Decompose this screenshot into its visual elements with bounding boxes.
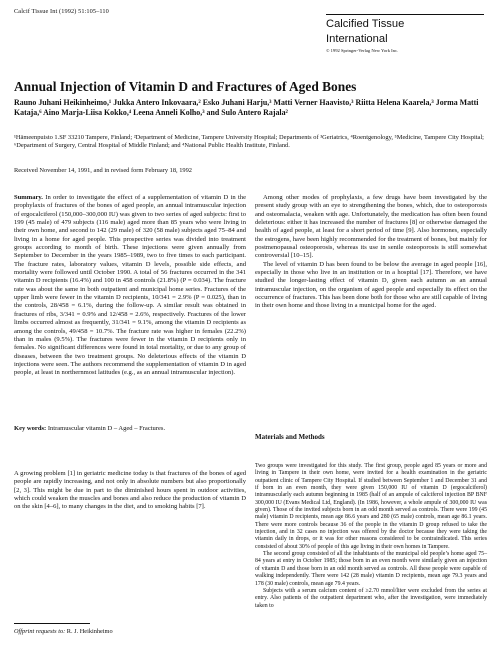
- methods-paragraph-3: Subjects with a serum calcium content of ≥2.70 mmol/liter were excluded from the series at entry. Also patients of the outpatient department who, after the investigation, were immediately taken to: [255, 587, 487, 609]
- author-list: Rauno Juhani Heikinheimo,¹ Jukka Antero Inkovaara,² Esko Juhani Harju,³ Matti Verner Haavisto,³ Riitta Helena Kaarela,³ Jorma Matti Kataja,⁶ Aino Marja-Liisa Kokko,⁴ Leena Anneli Kolho,³ and Sulo Antero Rajala²: [14, 98, 479, 117]
- methods-heading: Materials and Methods: [255, 433, 325, 441]
- introduction-continued: [255, 194, 487, 311]
- methods-paragraph-1: Two groups were investigated for this study. The first group, people aged 85 years or more and living in Tampere in their own home, were invited for a health examination in the geriatric outpatient clinic of Tampere City Hospital. If studied between September 1 and December 31 and if born in an even month, they were given 150,000 IU of vitamin D (ergocalciferol) intramuscularly each autumn beginning in 1985 (half of an ampule of calciferol injection BP BNF 300,000 IU (Evans Medical Ltd, England). (In 1986, however, a whole ampule of 300,000 IU was given). Those of the invited subjects born in an odd month served as controls. There were 199 (45 male) vitamin D recipients, mean age 86.6 years and 280 (65 male) controls, mean age 86.1 years. There were more controls because 36 of the people in the vitamin D group refused to take the injection, and in 32 cases no injection was offered by the doctor because they were taking the vitamin daily in drops, or it was for other reasons considered to be contraindicated. This series consisted of about 30% of people of this age living in their own homes in Tampere.: [255, 463, 487, 550]
- journal-name-line2: International: [326, 33, 388, 46]
- introduction-paragraph: A growing problem [1] in geriatric medicine today is that fractures of the bones of aged people are rapidly increasing, and not only in absolute numbers but also proportionally [2, 3]. This might be due in part to the diminished hours spent in outdoor activities, which could weaken the muscles and bones and also reduce the production of vitamin D on the skin [4–6], to many changes in the diet, and to smoking habits [7].: [14, 470, 246, 511]
- methods-section: [255, 463, 487, 610]
- affiliations: ¹Hämeenpuisto 1.SF 33210 Tampere, Finland; ²Department of Medicine, Tampere University Hospital; Departments of ³Geriatrics, ⁴Roentgenology, ⁵Medicine, Tampere City Hospital; ⁶Department of Surgery, Central Hospital of Middle Finland; and ⁴National Public Health Institute, Finland.: [14, 134, 484, 150]
- offprint-requests: [14, 628, 113, 635]
- intro-paragraph-2: Among other modes of prophylaxis, a few drugs have been investigated by the present study group with an eye to strengthening the bones, which, due to osteoporosis and osteomalacia, weaken with age. Unfortunately, the medication has often been found deleterious: either it has increased the number of fractures [8] or otherwise damaged the health of aged people, at least for a short period of time [9]. Also hormones, especially the estrogens, have been highly recommended for the treatment of bones, but mainly for postmenopausal osteoporosis, whereas its use in senile osteoporosis is still somewhat controversial [10–15].: [255, 194, 487, 260]
- masthead-rule: [326, 14, 484, 15]
- keywords-section: [14, 425, 246, 433]
- footnote-rule: [14, 623, 90, 624]
- keywords-text: Intramuscular vitamin D – Aged – Fractures.: [47, 425, 166, 432]
- offprint-label: Offprint requests to:: [14, 628, 66, 635]
- summary-text: In order to investigate the effect of a supplementation of vitamin D in the prophylaxis of fractures of the bones of aged people, an annual intramuscular injection of ergocalciferol (150,000–300,000 IU) was given to two series of aged subjects: first to 199 (45 male) of 479 subjects (116 male) aged more than 85 years who were living in their own home, and second to 142 (29 male) of 320 (58 male) subjects aged 75–84 and living in a home for aged people. This prospective series was divided into treatment groups according to month of birth. These injections were given annually from September to December in the years 1985–1989, two to five times to each participant. The fracture rates, laboratory values, vitamin D levels, possible side effects, and mortality were followed until October 1990. A total of 56 fractures occurred in the 341 vitamin D recipients (16.4%) and 100 in 458 controls (21.8%) (P = 0.034). The fracture rate was about the same in both outpatient and municipal home series. Fractures of the upper limb were fewer in the vitamin D recipients, 10/341 = 2.9% (P = 0.025), than in the controls, 28/458 = 6.1%, during the follow-up. A similar result was obtained in fractures of ribs, 3/341 = 0.9% and 12/458 = 2.6%, respectively. Fractures of the lower limbs occurred almost as frequently, 31/341 = 9.1%, among the vitamin D recipients as among the controls, 49/458 = 10.7%. The fracture rate was higher in females (22.2%) than in males (9.5%). The fractures were fewer in the vitamin D recipients only in females. No significant differences were found in total mortality, or due to any group of diseases, between the two treatment groups. No deleterious effects of the vitamin D injections were seen. The authors recommend the supplementation of vitamin D in aged people, at least in northernmost latitudes (e.g., as an annual intramuscular injection).: [14, 194, 247, 377]
- keywords-label: Key words:: [14, 425, 47, 432]
- journal-citation: Calcif Tissue Int (1992) 51:105–110: [14, 8, 109, 15]
- article-title: Annual Injection of Vitamin D and Fractures of Aged Bones: [14, 79, 357, 94]
- summary-section: [14, 194, 246, 378]
- intro-paragraph-3: The level of vitamin D has been found to be below the average in aged people [16], especially in those who live in an institution or in a hospital [17]. Therefore, we have studied the longer-lasting effect of vitamin D, given each autumn as an annual intramuscular injection, on the organism of aged people and especially its effect on the occurrence of fractures. This has been done both for those who are still capable of living in their own home and those living in a municipal home for the aged.: [255, 260, 487, 310]
- offprint-name: R. J. Heikinheimo: [66, 628, 113, 635]
- received-dates: Received November 14, 1991, and in revised form February 18, 1992: [14, 167, 193, 174]
- journal-name-line1: Calcified Tissue: [326, 18, 405, 30]
- summary-label: Summary.: [14, 194, 43, 201]
- copyright-notice: © 1992 Springer-Verlag New York Inc.: [326, 47, 399, 53]
- journal-masthead: [326, 14, 484, 53]
- methods-paragraph-2: The second group consisted of all the inhabitants of the municipal old people’s home aged 75–84 years at entry in October 1985; those born in an even month were similarly given an injection of vitamin D and those born in an odd month served as controls. All these people were capable of walking independently. There were 142 (28 male) vitamin D recipients, mean age 79.3 years and 178 (30 male) controls, mean age 79.4 years.: [255, 551, 487, 587]
